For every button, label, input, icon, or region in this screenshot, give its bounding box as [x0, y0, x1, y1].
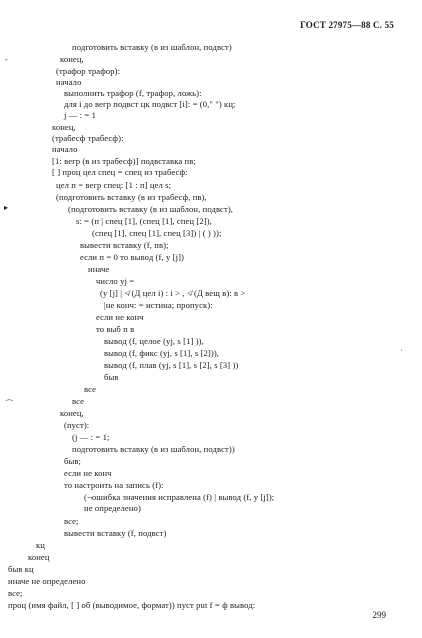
code-line: начало [56, 77, 82, 87]
code-line: быв [104, 372, 119, 382]
code-line: (j — : = 1; [72, 432, 110, 442]
margin-mark: · [400, 346, 403, 355]
code-line: конец, [60, 54, 84, 64]
code-line: число уj = [96, 276, 135, 286]
code-line: все [72, 396, 85, 406]
page-number: 299 [372, 610, 386, 620]
code-line: цел п = вегр спец: [1 : п] цел s; [56, 180, 172, 190]
code-line: все; [8, 588, 23, 598]
code-line: (спец [1], спец [1], спец [3]) | ( ) )); [92, 228, 222, 238]
code-line: иначе не определено [8, 576, 86, 586]
page-header: ГОСТ 27975—88 С. 55 [300, 20, 394, 30]
code-line: j — : = 1 [64, 110, 97, 120]
code-line: конец [28, 552, 50, 562]
code-line: иначе [88, 264, 110, 274]
code-line: кц [36, 540, 45, 550]
code-line: вывести вставку (f, подвст) [64, 528, 167, 538]
margin-mark: ▸ [4, 203, 9, 212]
code-line: если не конч [96, 312, 144, 322]
code-line: (подготовить вставку (в из шаблон, подвст), [68, 204, 234, 214]
code-line: вывести вставку (f, пв); [80, 240, 169, 250]
code-line: |не конч: = истина; пропуск): [104, 300, 213, 310]
code-line: (¬ошибка значения исправлена (f) | вывод (f, у [j]); [84, 492, 275, 502]
code-line: подготовить вставку (в из шаблон, подвст) [72, 42, 232, 52]
code-line: быв; [64, 456, 81, 466]
code-line: если не конч [64, 468, 112, 478]
code-line: не определено) [84, 503, 141, 513]
code-line: то настроить на запись (f): [64, 480, 164, 490]
code-line: s: = (п | спец [1], (спец [1], спец [2]), [76, 216, 212, 226]
code-line: подготовить вставку (в из шаблон, подвст)) [72, 444, 235, 454]
code-line: [ ] проц цел спец = спец из трабесф: [52, 167, 188, 177]
code-line: проц (имя файл, [ ] об (выводимое, формат)) пуст put f = ф вывод: [8, 600, 256, 610]
code-line: вывод (f, фикс (уj, s [1], s [2])), [104, 348, 220, 358]
code-line: конец, [60, 408, 84, 418]
code-line: конец, [52, 122, 76, 132]
code-line: (подготовить вставку (в из трабесф, пв), [56, 192, 207, 202]
code-line: (трафор трафор): [56, 66, 121, 76]
margin-mark: - [5, 55, 8, 64]
code-line: если п = 0 то вывод (f, у [j]) [80, 252, 184, 262]
margin-mark: ⁔ [6, 392, 13, 401]
code-line: все [84, 384, 97, 394]
code-line: вывод (f, целое (уj, s [1] )), [104, 336, 204, 346]
code-line: быв кц [8, 564, 34, 574]
code-line: выполнить трафор (f, трафор, ложь): [64, 88, 202, 98]
code-line: (пуст): [64, 420, 90, 430]
code-line: для i до вегр подвст цк подвст [i]: = (0," ") кц; [64, 99, 236, 109]
code-line: то выб п в [96, 324, 135, 334]
code-line: все; [64, 516, 79, 526]
code-line: начало [52, 144, 78, 154]
code-line: вывод (f, плав (уj, s [1], s [2], s [3] )) [104, 360, 239, 370]
code-line: [1: вегр (в из трабесф)] подвставка пв; [52, 156, 196, 166]
code-line: (у [j] | ≮ (Д цел i) : i > , ≮ (Д вещ в): в > [100, 288, 246, 298]
code-line: (трабесф трабесф): [52, 133, 124, 143]
